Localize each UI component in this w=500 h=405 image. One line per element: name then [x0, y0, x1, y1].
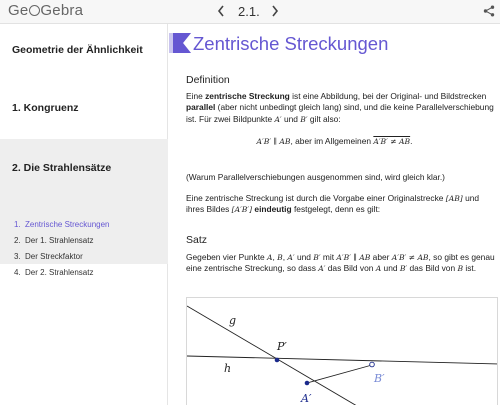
label-p: P′ [277, 340, 287, 353]
item-label: Der Streckfaktor [25, 252, 83, 261]
sidebar [0, 24, 168, 405]
chapter-title: 2. Die Strahlensätze [12, 162, 112, 174]
geogebra-applet[interactable] [186, 297, 498, 405]
chevron-left-icon [216, 4, 226, 18]
sidebar-item-streckfaktor[interactable] [14, 252, 83, 261]
item-number: 4. [14, 268, 21, 277]
chevron-right-icon [270, 4, 280, 18]
label-g: g [229, 314, 237, 327]
point-b[interactable] [370, 362, 375, 367]
item-label: Der 2. Strahlensatz [25, 268, 94, 277]
chapter-flag-icon [169, 33, 191, 53]
page-title: Zentrische Streckungen [193, 33, 389, 54]
item-number: 2. [14, 236, 21, 245]
point-p[interactable] [275, 358, 280, 363]
logo-ring-icon [29, 5, 40, 16]
line-g[interactable] [187, 306, 357, 405]
satz-text: Gegeben vier Punkte A, B, A′ und B′ mit A′B′ ∥ AB aber A′B′ ≠ AB, so gibt es genau eine zentrische Streckung, so dass A′ das Bild von A und B′ das Bild von B ist. [186, 252, 495, 274]
item-label: Der 1. Strahlensatz [25, 236, 94, 245]
parallel-formula: A′B′ ∥ AB, aber im Allgemeinen A′B′ ≠ AB. [256, 136, 413, 146]
main-content [169, 24, 500, 405]
label-b: B′ [374, 372, 385, 385]
sidebar-item-strahlensatz-2[interactable] [14, 268, 93, 277]
item-number: 3. [14, 252, 21, 261]
book-title: Geometrie der Ähnlichkeit [12, 44, 143, 56]
top-bar [0, 0, 500, 24]
geogebra-logo[interactable]: Ge Gebra [8, 2, 84, 19]
construction-figure[interactable] [187, 298, 498, 405]
remark-text: (Warum Parallelverschiebungen ausgenommen sind, wird gleich klar.) [186, 172, 445, 182]
next-page-button[interactable] [270, 4, 280, 21]
sidebar-item-strahlensatz-1[interactable] [14, 236, 93, 245]
share-icon[interactable] [483, 5, 495, 17]
sidebar-chapter-strahlensaetze[interactable] [0, 139, 168, 277]
point-a[interactable] [305, 381, 310, 386]
segment-a-b[interactable] [307, 365, 372, 383]
label-h: h [224, 362, 232, 375]
label-a: A′ [301, 392, 312, 405]
uniqueness-text: Eine zentrische Streckung ist durch die Vorgabe einer Originalstrecke [AB] und ihres Bildes [A′B′] eindeutig festgelegt, denn es gilt: [186, 193, 480, 215]
sidebar-chapter-kongruenz[interactable]: 1. Kongruenz [12, 102, 79, 114]
sidebar-item-zentrische-streckungen[interactable] [14, 220, 110, 229]
definition-heading: Definition [186, 74, 230, 86]
definition-text: Eine zentrische Streckung ist eine Abbildung, bei der Original- und Bildstrecken parallel (aber nicht unbedingt gleich lang) sind, und die keine Parallelverschiebung ist. Für zwei Bildpunkte A′ und B′ gilt also: [186, 91, 494, 124]
item-number: 1. [14, 220, 21, 229]
item-label: Zentrische Streckungen [25, 220, 110, 229]
line-h[interactable] [187, 356, 498, 364]
page-number: 2.1. [238, 4, 260, 19]
previous-page-button[interactable] [216, 4, 226, 21]
satz-heading: Satz [186, 234, 208, 246]
